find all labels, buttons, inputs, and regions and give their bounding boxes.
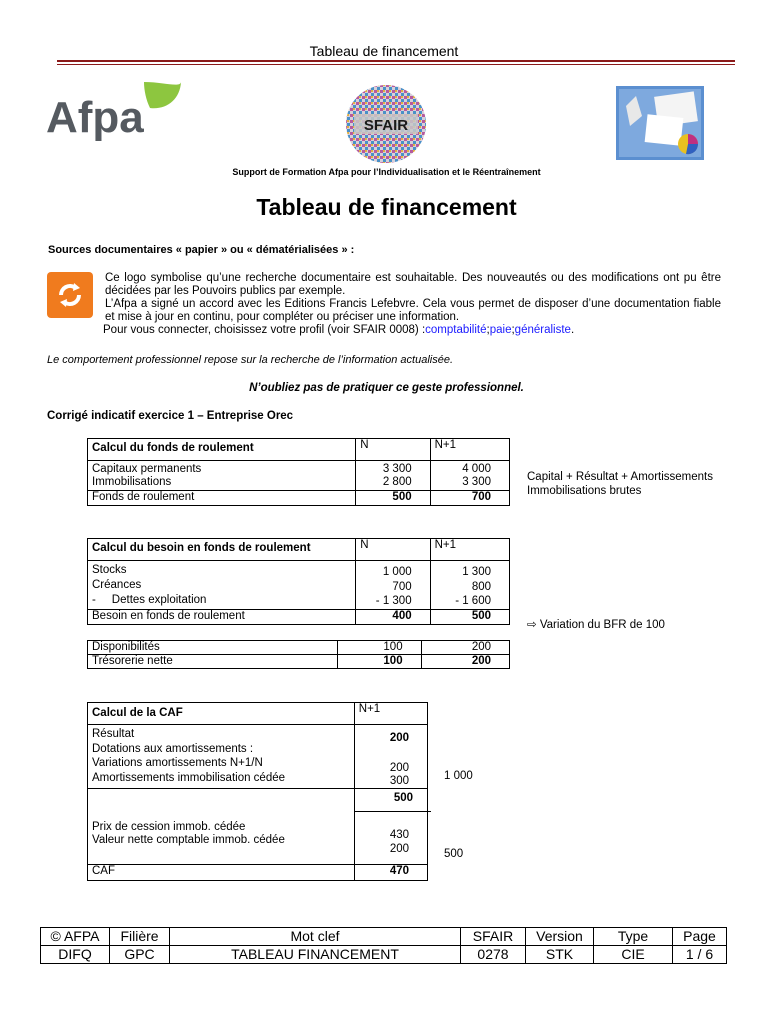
bfr-creances-n: 700 — [392, 580, 412, 593]
afpa-logo — [46, 80, 186, 140]
bfr-row-creances: Créances — [92, 579, 142, 591]
page-title: Tableau de financement — [256, 194, 517, 220]
reminder-note: N’oubliez pas de pratiquer ce geste professionnel. — [249, 382, 524, 394]
caf-labels-2 — [88, 789, 355, 865]
fr-total-n: 500 — [356, 491, 430, 506]
treso-nette-n1: 200 — [421, 655, 509, 669]
refresh-icon — [47, 272, 93, 318]
caf-variations-value: 200 — [389, 762, 409, 774]
professional-note: Le comportement professionnel repose sur la recherche de l’information actualisée. — [47, 354, 453, 366]
treso-nette-n: 100 — [337, 655, 421, 669]
fonds-roulement-table — [87, 438, 510, 506]
header-rule-thin — [57, 64, 735, 65]
footer-motclef-label: Mot clef — [170, 928, 461, 946]
bfr-values-n — [356, 561, 430, 610]
caf-row-prix-cession: Prix de cession immob. cédée — [92, 821, 246, 833]
caf-side-note-2: 500 — [444, 848, 464, 860]
caf-amort-value: 300 — [389, 775, 409, 787]
fr-immobilisations-n1: 3 300 — [462, 476, 491, 488]
footer-type-label: Type — [594, 928, 673, 946]
footer-org-bottom: DIFQ — [41, 946, 110, 964]
connect-line — [103, 324, 721, 337]
sources-heading: Sources documentaires « papier » ou « dématérialisées » : — [48, 244, 355, 256]
caf-values-1 — [354, 725, 427, 789]
footer-motclef-value: TABLEAU FINANCEMENT — [170, 946, 461, 964]
intro-text-1: Ce logo symbolise qu’une recherche documentaire est souhaitable. Des nouveautés ou des modifications ont pu être décidées par les Pouvoirs publics par exemple. — [105, 272, 721, 297]
caf-table — [87, 702, 428, 881]
bfr-total-n1: 500 — [430, 609, 509, 624]
intro-paragraph — [105, 272, 721, 337]
caf-header: Calcul de la CAF — [88, 703, 355, 725]
treso-disponibilites-n1: 200 — [421, 641, 509, 655]
math-illustration — [616, 86, 704, 160]
bfr-labels — [88, 561, 356, 610]
header-rule — [57, 60, 735, 62]
bfr-side-note: ⇨ Variation du BFR de 100 — [527, 619, 665, 631]
caf-side-note-1: 1 000 — [444, 770, 473, 782]
header-title: Tableau de financement — [309, 43, 459, 59]
footer-page-value: 1 / 6 — [673, 946, 727, 964]
fr-row-immobilisations: Immobilisations — [92, 476, 172, 488]
fr-capitaux-n1: 4 000 — [462, 463, 491, 475]
bfr-col-n1: N+1 — [430, 539, 509, 561]
bfr-dettes-n1: - 1 600 — [455, 595, 491, 607]
link-comptabilite[interactable]: comptabilité — [425, 324, 487, 336]
link-generaliste[interactable]: généraliste — [514, 324, 571, 336]
svg-text:Afpa: Afpa — [46, 93, 144, 142]
caf-total-value: 470 — [354, 865, 427, 881]
footer-org-top: © AFPA — [41, 928, 110, 946]
fr-labels — [88, 461, 356, 491]
intro-text-2: L’Afpa a signé un accord avec les Editions Francis Lefebvre. Cela vous permet de disposer d’une documentation fiable et mise à jour en continu, pour compléter ou préciser une information. — [105, 298, 721, 323]
exercise-title: Corrigé indicatif exercice 1 – Entreprise Orec — [47, 410, 294, 422]
footer-filiere-value: GPC — [110, 946, 170, 964]
fr-col-n1: N+1 — [430, 439, 509, 461]
caf-subtotal: 500 — [355, 791, 431, 812]
tresorerie-table — [87, 640, 510, 669]
fr-values-n1 — [430, 461, 509, 491]
caf-row-amort-cedee: Amortissements immobilisation cédée — [92, 772, 286, 784]
fr-immobilisations-n: 2 800 — [382, 476, 412, 488]
sfair-logo — [344, 84, 428, 164]
svg-text:SFAIR: SFAIR — [363, 117, 409, 134]
bfr-total-n: 400 — [356, 609, 430, 624]
footer-page-label: Page — [673, 928, 727, 946]
bfr-total-label: Besoin en fonds de roulement — [88, 609, 356, 624]
link-separator: ; — [486, 324, 490, 336]
caf-labels-1 — [88, 725, 355, 789]
bfr-values-n1 — [430, 561, 509, 610]
bfr-creances-n1: 800 — [471, 580, 491, 593]
caf-row-vnc: Valeur nette comptable immob. cédée — [92, 834, 285, 846]
bfr-col-n: N — [356, 539, 430, 561]
footer-type-value: CIE — [594, 946, 673, 964]
bfr-table — [87, 538, 510, 625]
treso-row-nette: Trésorerie nette — [88, 655, 338, 669]
footer-sfair-label: SFAIR — [461, 928, 526, 946]
caf-prix-value: 430 — [389, 829, 409, 841]
bfr-row-stocks: Stocks — [92, 564, 127, 576]
treso-row-disponibilites: Disponibilités — [88, 641, 338, 655]
caf-values-2 — [354, 789, 427, 865]
caf-row-resultat: Résultat — [92, 728, 135, 740]
caf-col-n1: N+1 — [354, 703, 427, 725]
link-separator: ; — [511, 324, 515, 336]
fr-header: Calcul du fonds de roulement — [88, 439, 356, 461]
footer-version-value: STK — [526, 946, 594, 964]
fr-values-n — [356, 461, 430, 491]
fr-row-capitaux: Capitaux permanents — [92, 463, 202, 475]
fr-total-label: Fonds de roulement — [88, 491, 356, 506]
footer-filiere-label: Filière — [110, 928, 170, 946]
fr-col-n: N — [356, 439, 430, 461]
fr-side-note: Capital + Résultat + Amortissements Immobilisations brutes — [527, 471, 713, 497]
treso-disponibilites-n: 100 — [337, 641, 421, 655]
caf-vnc-value: 200 — [389, 843, 409, 855]
caf-row-variations: Variations amortissements N+1/N — [92, 757, 263, 769]
footer-sfair-value: 0278 — [461, 946, 526, 964]
connect-prefix: Pour vous connecter, choisissez votre profil (voir SFAIR 0008) : — [103, 324, 426, 336]
footer-version-label: Version — [526, 928, 594, 946]
bfr-stocks-n: 1 000 — [382, 566, 412, 578]
caf-total-label: CAF — [88, 865, 355, 881]
bfr-stocks-n1: 1 300 — [462, 566, 491, 578]
support-line: Support de Formation Afpa pour l’Individualisation et le Réentraînement — [232, 167, 541, 177]
bfr-header: Calcul du besoin en fonds de roulement — [88, 539, 356, 561]
bfr-dettes-n: - 1 300 — [375, 595, 412, 607]
fr-total-n1: 700 — [430, 491, 509, 506]
caf-row-dotations: Dotations aux amortissements : — [92, 743, 254, 755]
connect-end: . — [570, 324, 575, 336]
fr-capitaux-n: 3 300 — [382, 463, 412, 475]
bfr-row-dettes: - Dettes exploitation — [92, 594, 207, 606]
caf-resultat-value: 200 — [389, 732, 409, 744]
link-paie[interactable]: paie — [489, 324, 512, 336]
footer-table — [40, 927, 727, 964]
